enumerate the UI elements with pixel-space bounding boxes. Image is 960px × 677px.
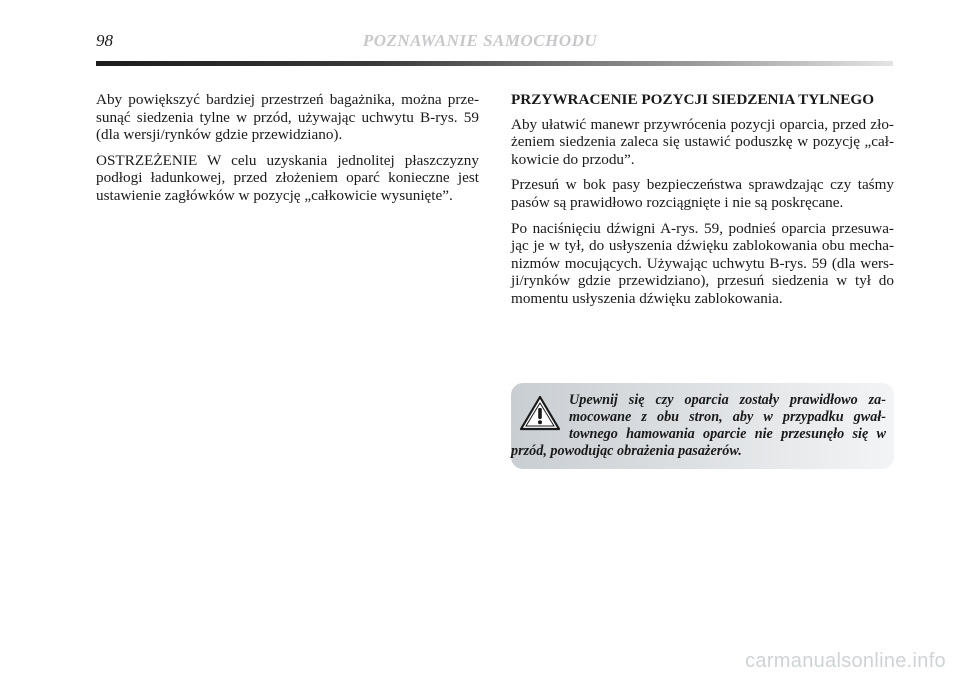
header-divider — [96, 61, 893, 66]
paragraph-lever: Po naciśnięciu dźwigni A-rys. 59, podnieś oparcia przesuwa-jąc je w tył, do usłyszenia dźwięku zablokowania obu mecha-nizmów mocujących. Używając uchwytu B-rys. 59 (dla wers-ji/rynków gdzie przewidziano), przesuń siedzenia w tył do momentu usłyszenia dźwięku zablokowania. — [511, 219, 894, 307]
section-title: PRZYWRACENIE POZYCJI SIEDZENIA TYLNEGO — [511, 91, 875, 108]
running-title: POZNAWANIE SAMOCHODU — [362, 31, 598, 50]
left-column — [96, 91, 479, 213]
paragraph-caution: OSTRZEŻENIE W celu uzyskania jednolitej płaszczyzny podłogi ładunkowej, przed złożeniem oparć konieczne jest ustawienie zagłówków w pozycję „całkowicie wysunięte”. — [96, 151, 479, 204]
right-column — [511, 91, 894, 316]
paragraph-trunk-space: Aby powiększyć bardziej przestrzeń bagażnika, można prze-sunąć siedzenia tylne w przód, używając uchwytu B-rys. 59 (dla wersji/rynków gdzie przewidziano). — [96, 91, 479, 144]
paragraph-seatbelts: Przesuń w bok pasy bezpieczeństwa sprawdzając czy taśmy pasów są prawidłowo rozciągnięte i nie są poskręcane. — [511, 176, 894, 211]
watermark-text: carmanualsonline.info — [745, 650, 946, 672]
warning-text: Upewnij się czy oparcia zostały prawidłowo za-mocowane z obu stron, aby w przypadku gwał-townego hamowania oparcie nie przesunęło się w przód, powodując obrażenia pasażerów. — [511, 392, 886, 459]
paragraph-cushion: Aby ułatwić manewr przywrócenia pozycji oparcia, przed zło-żeniem siedzenia zaleca się ustawić poduszkę w pozycję „cał-kowicie do przodu”. — [511, 115, 894, 168]
page-number: 98 — [96, 31, 113, 50]
